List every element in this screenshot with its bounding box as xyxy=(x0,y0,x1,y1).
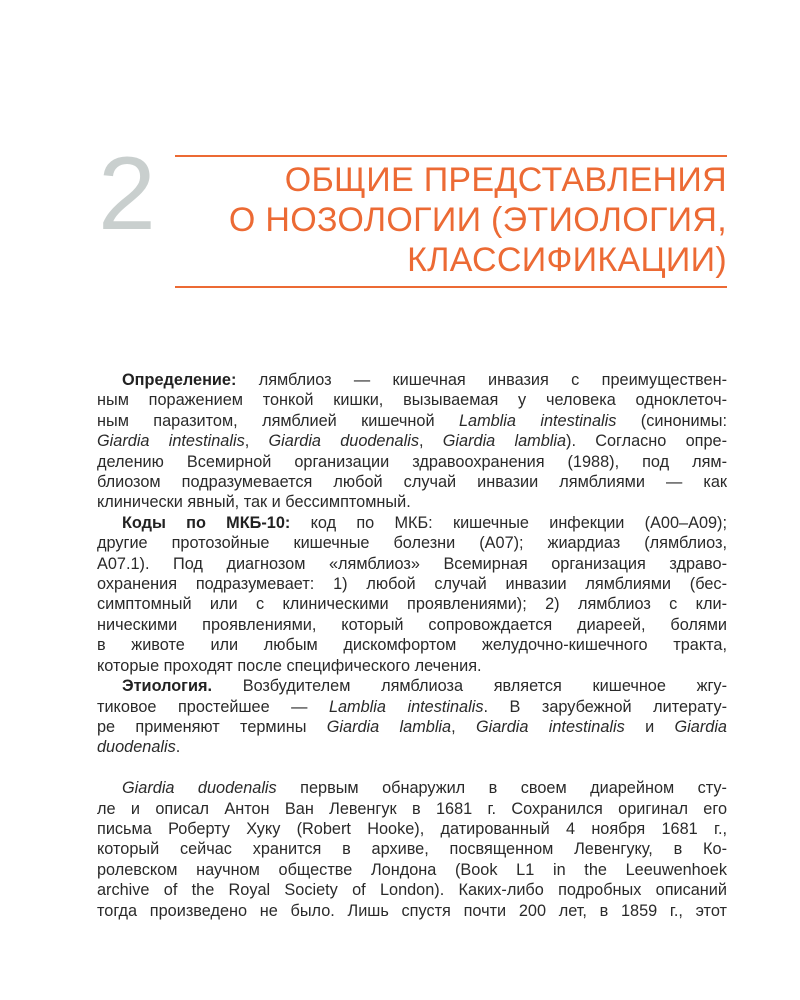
species-name: Giardia intestinalis xyxy=(475,717,625,736)
icd-label: Коды по МКБ-10: xyxy=(122,513,291,532)
icd-text: код по МКБ: кишечные инфекции (A00–A09); xyxy=(310,513,728,532)
chapter-number: 2 xyxy=(98,136,156,252)
icd-text: охранения подразумевает: 1) любой случай инвазии лямблиями (бес- xyxy=(97,575,727,594)
icd-text: которые проходят после специфического лечения. xyxy=(97,656,482,675)
species-name: Giardia duodenalis xyxy=(122,779,277,798)
etiology-text: и xyxy=(645,717,655,736)
definition-text: делению Всемирной организации здравоохранения (1988), под лям- xyxy=(97,452,727,471)
title-top-rule xyxy=(175,155,727,157)
etiology-text: . xyxy=(175,738,181,757)
species-name: Giardia duodenalis xyxy=(268,432,419,451)
definition-label: Определение: xyxy=(122,371,237,389)
title-bottom-rule xyxy=(175,286,727,288)
chapter-title-line: КЛАССИФИКАЦИИ) xyxy=(407,241,727,279)
definition-text: блиозом подразумевается любой случай инвазии лямблиями — как xyxy=(97,473,727,492)
history-text: который сейчас хранится в архиве, посвященном Левенгуку, в Ко- xyxy=(97,840,727,859)
definition-text: клинически явный, так и бессимптомный. xyxy=(97,493,411,512)
chapter-title-line: ОБЩИЕ ПРЕДСТАВЛЕНИЯ xyxy=(284,161,727,199)
etiology-paragraph xyxy=(97,676,727,758)
definition-text: ). Согласно опре- xyxy=(566,432,727,451)
history-text: тогда произведено не было. Лишь спустя почти 200 лет, в 1859 г., этот xyxy=(97,901,727,920)
species-name: Lamblia intestinalis xyxy=(328,697,484,716)
definition-paragraph xyxy=(97,370,727,513)
species-name: duodenalis xyxy=(97,738,176,757)
species-name: Giardia lamblia xyxy=(326,717,452,736)
history-text: archive of the Royal Society of London). Каких-либо подробных описаний xyxy=(97,881,727,900)
icd-paragraph xyxy=(97,513,727,676)
icd-text: симптомный или с клиническими проявлениями); 2) лямблиоз с кли- xyxy=(97,595,727,614)
definition-text: ным паразитом, лямблией кишечной xyxy=(97,411,435,430)
etiology-text: тиковое простейшее — xyxy=(97,697,308,716)
etiology-text: ре применяют термины xyxy=(97,717,307,736)
icd-text: в животе или любым дискомфортом желудочно-кишечного тракта, xyxy=(97,636,727,655)
history-text: письма Роберту Хуку (Robert Hooke), датированный 4 ноября 1681 г., xyxy=(97,819,727,838)
separator: , xyxy=(418,432,424,451)
chapter-title xyxy=(175,160,727,280)
species-name: Giardia xyxy=(674,717,727,736)
species-name: Giardia intestinalis xyxy=(97,432,245,451)
icd-text: ническими проявлениями, который сопровождается диареей, болями xyxy=(97,615,727,634)
body-text xyxy=(97,370,727,921)
separator: , xyxy=(244,432,250,451)
species-name: Lamblia intestinalis xyxy=(458,411,617,430)
etiology-label: Этиология. xyxy=(122,677,212,696)
etiology-text: . В зарубежной литерату- xyxy=(483,697,728,716)
definition-text: (синонимы: xyxy=(640,411,728,430)
species-name: Giardia lamblia xyxy=(442,432,567,451)
icd-text: A07.1). Под диагнозом «лямблиоз» Всемирная организация здраво- xyxy=(97,554,727,573)
definition-text: ным поражением тонкой кишки, вызываемая у человека одноклеточ- xyxy=(97,391,727,410)
etiology-text: Возбудителем лямблиоза является кишечное жгу- xyxy=(242,677,727,696)
icd-text: другие протозойные кишечные болезни (A07); жиардиаз (лямблиоз, xyxy=(97,534,727,553)
history-text: первым обнаружил в своем диарейном сту- xyxy=(300,779,727,798)
history-text: ролевском научном обществе Лондона (Book L1 in the Leeuwenhoek xyxy=(97,860,727,879)
history-text: ле и описал Антон Ван Левенгук в 1681 г. Сохранился оригинал его xyxy=(97,799,727,818)
definition-text: лямблиоз — кишечная инвазия с преимуществен- xyxy=(258,371,727,389)
chapter-title-line: О НОЗОЛОГИИ (ЭТИОЛОГИЯ, xyxy=(228,201,727,239)
history-paragraph xyxy=(97,778,727,921)
separator: , xyxy=(451,717,456,736)
